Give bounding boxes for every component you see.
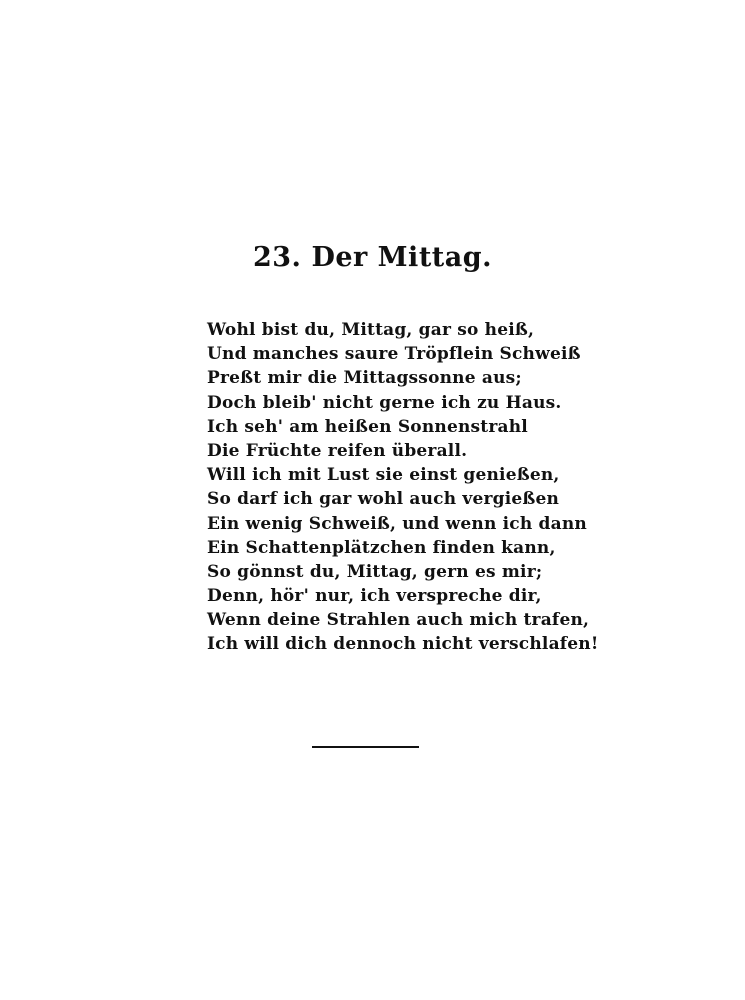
poem-line: Preßt mir die Mittagssonne aus;: [207, 368, 522, 389]
poem-line: Ein Schattenplätzchen finden kann,: [207, 537, 556, 558]
end-divider: [312, 746, 419, 748]
poem-body: [207, 318, 599, 657]
poem-line: So gönnst du, Mittag, gern es mir;: [207, 561, 543, 582]
poem-line: Und manches saure Tröpflein Schweiß: [207, 344, 581, 365]
poem-line: So darf ich gar wohl auch vergießen: [207, 489, 560, 510]
poem-line: Will ich mit Lust sie einst genießen,: [207, 465, 560, 486]
poem-line: Die Früchte reifen überall.: [207, 440, 468, 461]
poem-number: 23.: [252, 242, 302, 273]
poem-heading: [0, 240, 745, 276]
poem-line: Wenn deine Strahlen auch mich trafen,: [207, 610, 590, 631]
poem-line: Denn, hör' nur, ich verspreche dir,: [207, 586, 542, 607]
poem-line: Doch bleib' nicht gerne ich zu Haus.: [207, 392, 562, 413]
poem-line: Ich seh' am heißen Sonnenstrahl: [207, 416, 528, 437]
poem-line: Wohl bist du, Mittag, gar so heiß,: [207, 320, 535, 340]
poem-line: Ich will dich dennoch nicht verschlafen!: [207, 634, 599, 655]
poem-line: Ein wenig Schweiß, und wenn ich dann: [207, 513, 587, 534]
poem-title: Der Mittag.: [311, 242, 493, 273]
